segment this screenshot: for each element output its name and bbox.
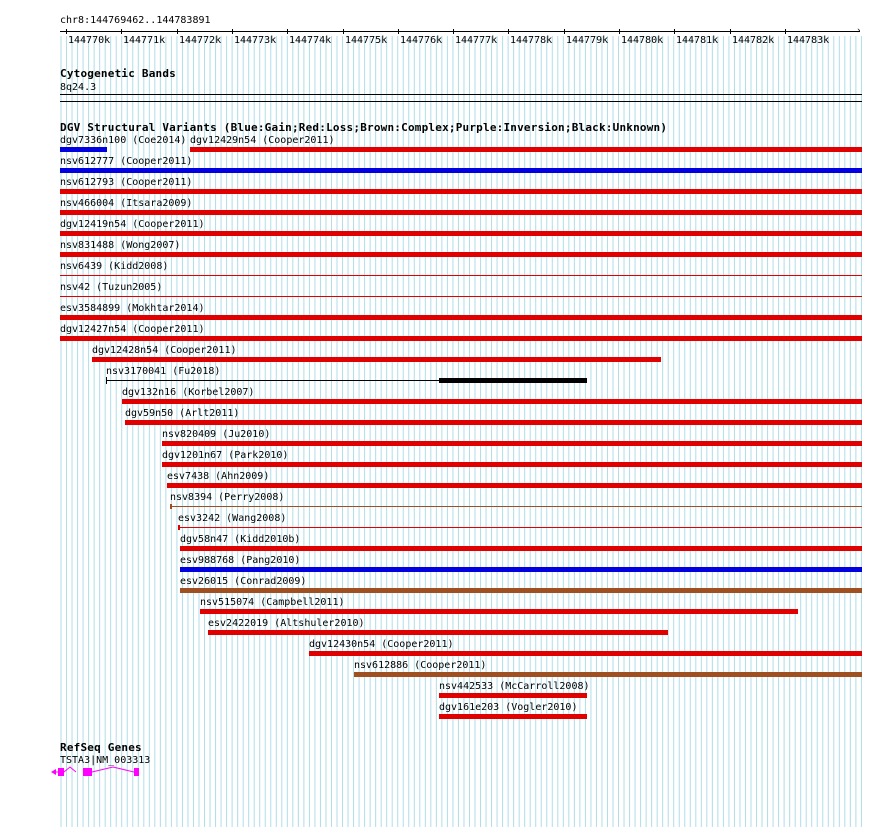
ruler-tick-label: 144778k (510, 35, 553, 46)
variant-label[interactable]: dgv12430n54 (Cooper2011) (309, 639, 454, 650)
location-label: chr8:144769462..144783891 (60, 15, 211, 26)
variant-bar[interactable] (60, 147, 107, 152)
variant-bar[interactable] (162, 462, 862, 467)
variant-bar[interactable] (60, 231, 862, 236)
variant-label[interactable]: nsv612793 (Cooper2011) (60, 177, 193, 188)
variant-label[interactable]: dgv7336n100 (Coe2014) (60, 135, 187, 146)
variant-label[interactable]: nsv515074 (Campbell2011) (200, 597, 345, 608)
variant-label[interactable]: dgv12428n54 (Cooper2011) (92, 345, 237, 356)
variant-bar[interactable] (178, 527, 862, 528)
variant-label[interactable]: esv7438 (Ahn2009) (167, 471, 270, 482)
ruler-tick (177, 29, 178, 34)
variant-label[interactable]: esv988768 (Pang2010) (180, 555, 301, 566)
variant-bar[interactable] (180, 546, 862, 551)
ruler-tick (343, 29, 344, 34)
variant-start-cap (106, 377, 107, 384)
variant-bar[interactable] (200, 609, 798, 614)
strand-left-arrow (51, 769, 56, 775)
gene-intron-chevron (64, 767, 76, 772)
variant-bar[interactable] (60, 189, 862, 194)
refseq-gene-model[interactable] (50, 764, 160, 780)
ruler-tick-label: 144772k (179, 35, 222, 46)
variant-bar[interactable] (60, 168, 862, 173)
ruler-tick (619, 29, 620, 34)
variant-label[interactable]: dgv1201n67 (Park2010) (162, 450, 289, 461)
variant-label[interactable]: dgv59n50 (Arlt2011) (125, 408, 240, 419)
ruler-tick (232, 29, 233, 34)
ruler-tick (508, 29, 509, 34)
variant-bar[interactable] (125, 420, 862, 425)
variant-bar[interactable] (439, 693, 587, 698)
variant-bar[interactable] (60, 296, 862, 297)
variant-label[interactable]: nsv831488 (Wong2007) (60, 240, 181, 251)
gene-exon (83, 768, 92, 776)
cytoband-track-line (60, 94, 862, 95)
ruler-tick-label: 144783k (787, 35, 830, 46)
variant-label[interactable]: nsv8394 (Perry2008) (170, 492, 285, 503)
variant-label[interactable]: esv3584899 (Mokhtar2014) (60, 303, 205, 314)
ruler-tick-label: 144775k (345, 35, 388, 46)
variant-bar[interactable] (180, 588, 862, 593)
variant-bar[interactable] (309, 651, 862, 656)
ruler-tick (287, 29, 288, 34)
track-separator (60, 101, 862, 102)
refseq-gene-label[interactable]: TSTA3|NM_003313 (60, 755, 151, 766)
variant-label[interactable]: dgv161e203 (Vogler2010) (439, 702, 578, 713)
variant-block[interactable] (439, 378, 587, 383)
ruler-tick (730, 29, 731, 34)
variant-label[interactable]: dgv12427n54 (Cooper2011) (60, 324, 205, 335)
ruler-tick (564, 29, 565, 34)
refseq-track-title[interactable]: RefSeq Genes (60, 741, 142, 754)
ruler-tick (398, 29, 399, 34)
variant-label[interactable]: nsv3170041 (Fu2018) (106, 366, 221, 377)
variant-bar[interactable] (60, 275, 862, 276)
variant-label[interactable]: esv26015 (Conrad2009) (180, 576, 307, 587)
variant-label[interactable]: nsv442533 (McCarroll2008) (439, 681, 590, 692)
ruler-tick-label: 144780k (621, 35, 664, 46)
variant-bar[interactable] (180, 567, 862, 572)
variant-bar[interactable] (439, 714, 587, 719)
ruler-tick (785, 29, 786, 34)
variant-bar[interactable] (60, 315, 862, 320)
ruler-right-arrow: › (856, 26, 862, 36)
ruler-tick (66, 29, 67, 34)
dgv-track-title[interactable]: DGV Structural Variants (Blue:Gain;Red:Loss;Brown:Complex;Purple:Inversion;Black:Unknown) (60, 121, 668, 134)
ruler-tick-label: 144777k (455, 35, 498, 46)
variant-label[interactable]: nsv612777 (Cooper2011) (60, 156, 193, 167)
ruler-tick (674, 29, 675, 34)
variant-start-cap (170, 504, 172, 509)
ruler-tick-label: 144771k (123, 35, 166, 46)
variant-label[interactable]: dgv58n47 (Kidd2010b) (180, 534, 301, 545)
variant-label[interactable]: nsv6439 (Kidd2008) (60, 261, 169, 272)
ruler-tick-label: 144773k (234, 35, 277, 46)
variant-label[interactable]: nsv466004 (Itsara2009) (60, 198, 193, 209)
variant-label[interactable]: dgv132n16 (Korbel2007) (122, 387, 255, 398)
ruler-tick-label: 144782k (732, 35, 775, 46)
variant-label[interactable]: nsv42 (Tuzun2005) (60, 282, 163, 293)
variant-label[interactable]: esv3242 (Wang2008) (178, 513, 287, 524)
variant-start-cap (178, 525, 180, 530)
variant-label[interactable]: nsv612886 (Cooper2011) (354, 660, 487, 671)
variant-bar[interactable] (190, 147, 862, 152)
variant-label[interactable]: nsv820409 (Ju2010) (162, 429, 271, 440)
variant-bar[interactable] (354, 672, 862, 677)
variant-bar[interactable] (170, 506, 862, 507)
cytoband-label: 8q24.3 (60, 82, 97, 93)
variant-bar[interactable] (208, 630, 668, 635)
variant-bar[interactable] (162, 441, 862, 446)
variant-label[interactable]: esv2422019 (Altshuler2010) (208, 618, 365, 629)
ruler-tick-label: 144770k (68, 35, 111, 46)
gene-intron-chevron (92, 767, 134, 772)
ruler-tick-label: 144774k (289, 35, 332, 46)
variant-bar[interactable] (167, 483, 862, 488)
variant-label[interactable]: dgv12419n54 (Cooper2011) (60, 219, 205, 230)
ruler-tick (453, 29, 454, 34)
ruler-axis (60, 31, 860, 32)
ruler-tick (121, 29, 122, 34)
cytobands-track-title[interactable]: Cytogenetic Bands (60, 67, 176, 80)
gene-exon (58, 768, 64, 776)
variant-bar[interactable] (60, 210, 862, 215)
variant-bar[interactable] (122, 399, 862, 404)
variant-bar[interactable] (60, 336, 862, 341)
ruler-tick-label: 144781k (676, 35, 719, 46)
variant-bar[interactable] (60, 252, 862, 257)
gene-exon (134, 768, 139, 776)
variant-label[interactable]: dgv12429n54 (Cooper2011) (190, 135, 335, 146)
ruler-tick-label: 144779k (566, 35, 609, 46)
variant-bar[interactable] (92, 357, 661, 362)
ruler-tick-label: 144776k (400, 35, 443, 46)
